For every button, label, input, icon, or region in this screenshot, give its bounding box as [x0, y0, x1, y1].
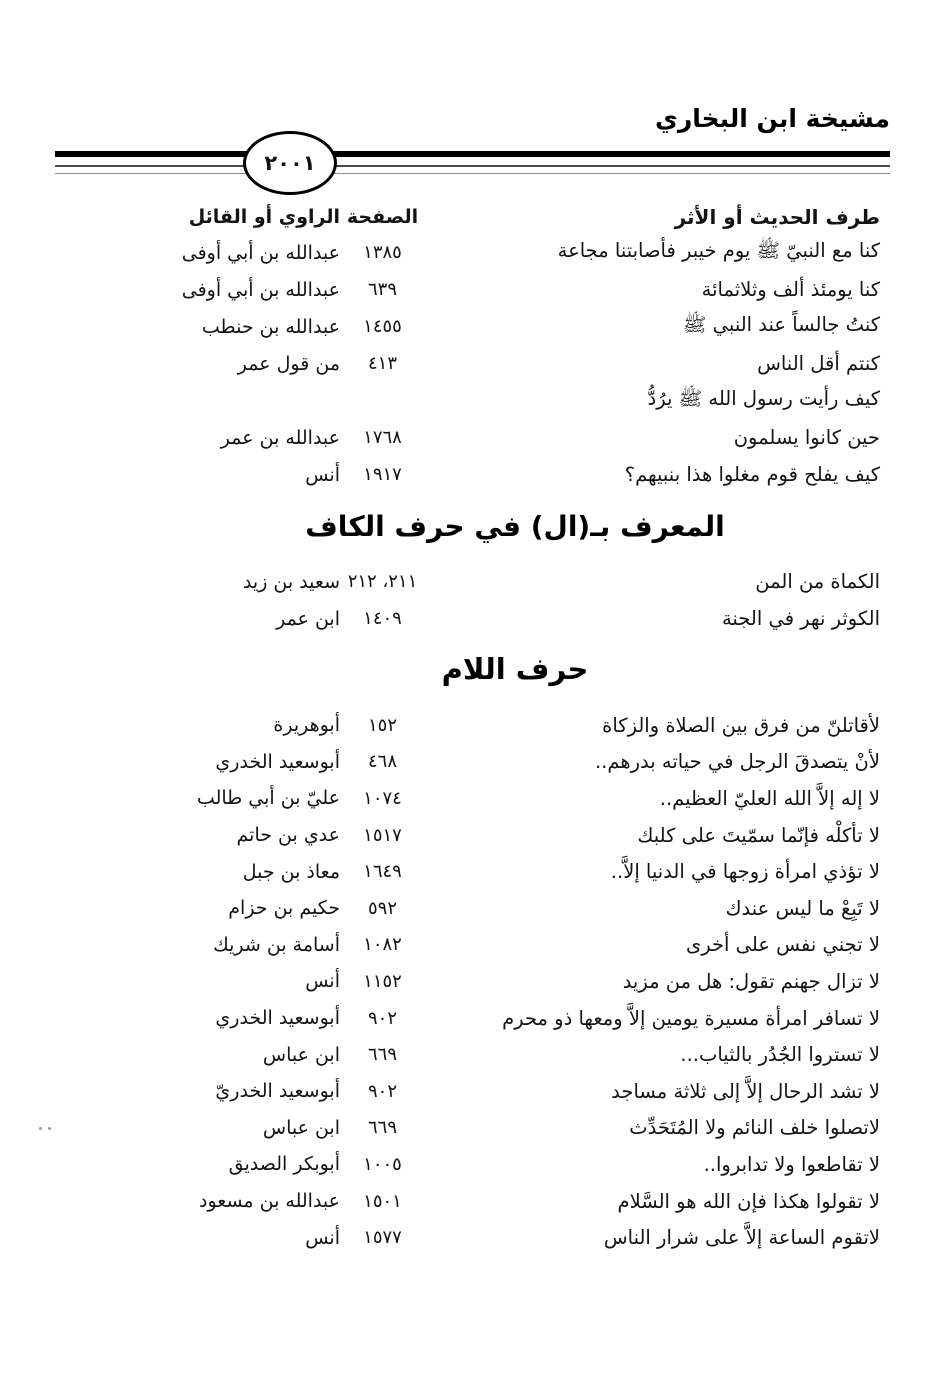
narrator-name: من قول عمر: [237, 352, 340, 375]
hadith-text: لا تجني نفس على أخرى: [685, 933, 880, 957]
hadith-row: [150, 600, 880, 637]
page-ref: ١٥٧٧: [363, 1227, 402, 1249]
page-ref: ١٥٢: [367, 714, 397, 736]
hadith-text: لا تَبِعْ ما ليس عندك: [725, 896, 880, 920]
page-ref: ١٤٠٩: [363, 608, 402, 629]
narrator-name: أبوهريرة: [273, 714, 340, 737]
hadith-row: [150, 1146, 880, 1183]
hadith-text: لاتقوم الساعة إلاَّ على شرار الناس: [603, 1226, 880, 1250]
page-ref: ٩٠٢: [367, 1007, 397, 1029]
section-heading-kaf-al: المعرف بـ(ال) في حرف الكاف: [305, 510, 725, 543]
page-ref: ١٠٠٥: [363, 1153, 402, 1175]
hadith-row: [150, 744, 880, 781]
column-header-matn: طرف الحديث أو الأثر: [674, 205, 880, 229]
hadith-row: [150, 1219, 880, 1256]
narrator-name: عبدالله بن أبي أوفى: [181, 278, 340, 301]
hadith-text: لأقاتلنّ من فرق بين الصلاة والزكاة: [602, 713, 880, 737]
hadith-text: لأنْ يتصدقَ الرجل في حياته بدرهم..: [594, 750, 880, 774]
hadith-text: لا تسافر امرأة مسيرة يومين إلاَّ ومعها ذو محرم: [502, 1006, 880, 1030]
hadith-row: [150, 780, 880, 817]
column-headers: [150, 200, 880, 234]
narrator-name: أنس: [305, 970, 340, 993]
narrator-name: عبدالله بن حنطب: [201, 315, 340, 338]
hadith-row: [150, 707, 880, 744]
narrator-name: أبوسعيد الخدري: [215, 1007, 340, 1030]
hadith-row: [150, 817, 880, 854]
page-ref: ١٩١٧: [363, 464, 402, 485]
hadith-text: لا تقولوا هكذا فإن الله هو السَّلام: [617, 1189, 880, 1213]
rule-line-thick: [55, 151, 890, 157]
page-ref: ١٥١٧: [363, 824, 402, 846]
hadith-row: [150, 382, 880, 419]
narrator-name: ابن عمر: [276, 607, 340, 630]
narrator-name: أبوسعيد الخدري: [215, 750, 340, 773]
page-ref: ١٥٠١: [363, 1190, 402, 1212]
narrator-name: أنس: [305, 1226, 340, 1249]
hadith-text: كنتُ جالساً عند النبي ﷺ: [682, 312, 880, 336]
page-ref: ٤٦٨: [367, 751, 397, 773]
page-number-badge: [243, 131, 337, 195]
hadith-text: الكوثر نهر في الجنة: [721, 607, 880, 630]
page-ref: ١٤٥٥: [363, 316, 402, 337]
column-header-narrator: الراوي أو القائل: [188, 206, 340, 228]
section-heading-lam: حرف اللام: [441, 652, 589, 686]
hadith-text: كنتم أقل الناس: [757, 352, 880, 375]
hadith-row: [150, 234, 880, 271]
page-ref: ١٠٨٢: [363, 934, 402, 956]
page-ref: ١١٥٢: [363, 970, 402, 992]
narrator-name: أسامة بن شريك: [213, 933, 340, 956]
hadith-row: [150, 963, 880, 1000]
hadith-text: كيف يفلح قوم مغلوا هذا بنبيهم؟: [624, 463, 880, 486]
hadith-text: لا تزال جهنم تقول: هل من مزيد: [622, 969, 880, 993]
hadith-text: لا إله إلاَّ الله العليّ العظيم..: [659, 786, 880, 810]
kaf-section-rows: [150, 234, 880, 493]
narrator-name: ابن عباس: [262, 1043, 340, 1066]
page-ref: ٦٣٩: [367, 279, 397, 300]
hadith-row: [150, 456, 880, 493]
hadith-text: الكماة من المن: [755, 570, 880, 593]
hadith-row: [150, 1073, 880, 1110]
page-ref: ١٧٦٨: [363, 427, 402, 448]
page-ref: ١٠٧٤: [363, 787, 402, 809]
page-ref: ١٦٤٩: [363, 861, 402, 883]
hadith-text: كنا مع النبيّ ﷺ يوم خيبر فأصابتنا مجاعة: [557, 238, 880, 262]
narrator-name: ابن عباس: [262, 1116, 340, 1139]
hadith-text: لاتصلوا خلف النائم ولا المُتَحَدِّث: [629, 1116, 880, 1140]
decorative-rule: [55, 151, 890, 174]
book-title: مشيخة ابن البخاري: [654, 104, 890, 133]
hadith-text: لا تؤذي امرأة زوجها في الدنيا إلاَّ..: [610, 860, 880, 884]
hadith-row: [150, 853, 880, 890]
narrator-name: أبوسعيد الخدريّ: [215, 1080, 340, 1103]
page-ref: ٦٦٩: [367, 1117, 397, 1139]
hadith-text: كنا يومئذ ألف وثلاثمائة: [701, 278, 880, 301]
narrator-name: عبدالله بن مسعود: [199, 1190, 340, 1213]
hadith-text: لا تستروا الجُدُر بالثياب...: [680, 1043, 880, 1067]
page-ref: ٩٠٢: [367, 1080, 397, 1102]
hadith-row: [150, 1183, 880, 1220]
hadith-row: [150, 927, 880, 964]
hadith-row: [150, 1000, 880, 1037]
narrator-name: عليّ بن أبي طالب: [196, 787, 340, 810]
hadith-row: [150, 308, 880, 345]
hadith-row: [150, 563, 880, 600]
narrator-name: عدي بن حاتم: [236, 824, 340, 847]
page-ref: ٥٩٢: [367, 897, 397, 919]
narrator-name: حكيم بن حزام: [228, 897, 340, 920]
hadith-row: [150, 345, 880, 382]
hadith-row: [150, 890, 880, 927]
page-ref: ٢١١، ٢١٢: [347, 571, 418, 592]
lam-section-rows: [150, 707, 880, 1256]
narrator-name: سعيد بن زيد: [242, 570, 340, 593]
hadith-row: [150, 419, 880, 456]
kaf-al-section-rows: [150, 563, 880, 637]
hadith-text: كيف رأيت رسول الله ﷺ يرُدُّ: [647, 386, 880, 410]
narrator-name: عبدالله بن أبي أوفى: [181, 241, 340, 264]
page-number: ٢٠٠١: [264, 151, 316, 175]
hadith-index-table: [150, 200, 880, 1256]
hadith-text: لا تأكلْه فإنّما سمّيتَ على كلبك: [637, 823, 880, 847]
page-ref: ١٣٨٥: [363, 242, 402, 263]
column-header-page: الصفحة: [346, 206, 419, 228]
hadith-row: [150, 271, 880, 308]
page-ref: ٦٦٩: [367, 1044, 397, 1066]
hadith-text: لا تقاطعوا ولا تدابروا..: [703, 1152, 880, 1176]
narrator-name: عبدالله بن عمر: [220, 426, 340, 449]
hadith-row: [150, 1110, 880, 1147]
scan-artifact-dots: [39, 1127, 42, 1130]
hadith-text: لا تشد الرحال إلاَّ إلى ثلاثة مساجد: [611, 1079, 880, 1103]
narrator-name: أبوبكر الصديق: [228, 1153, 340, 1176]
hadith-text: حين كانوا يسلمون: [733, 426, 880, 449]
page-ref: ٤١٣: [367, 353, 397, 374]
narrator-name: أنس: [305, 463, 340, 486]
rule-line-mid: [55, 165, 890, 167]
rule-line-thin: [55, 173, 890, 174]
hadith-row: [150, 1036, 880, 1073]
narrator-name: معاذ بن جبل: [242, 860, 340, 883]
